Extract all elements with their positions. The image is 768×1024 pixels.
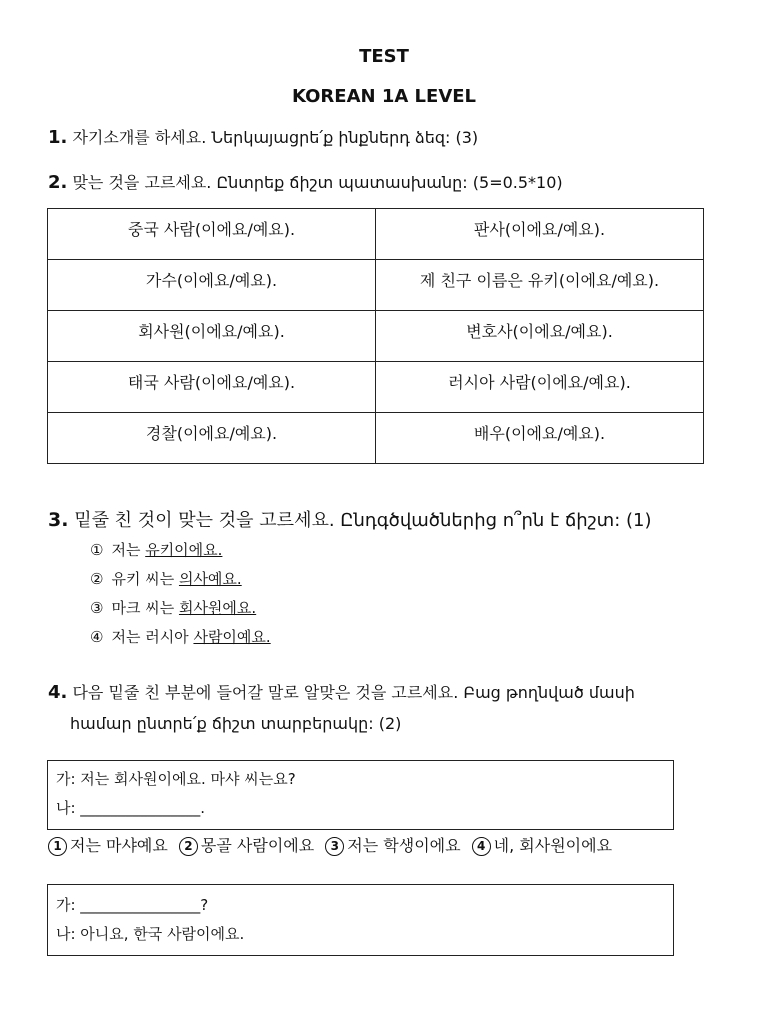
page-subtitle: KOREAN 1A LEVEL [291, 86, 477, 107]
choice-item [325, 836, 460, 855]
question-4-choices [48, 832, 618, 860]
option-underlined: 의사예요. [178, 570, 242, 588]
option-underlined: 유키이에요. [145, 541, 223, 559]
option-prefix: 유키 씨는 [111, 570, 179, 588]
table-row [48, 362, 704, 413]
choice-item [179, 836, 314, 855]
table-row [48, 209, 704, 260]
list-item [90, 623, 271, 652]
table-row [48, 260, 704, 311]
page-title: TEST [359, 46, 409, 67]
option-prefix: 저는 [111, 541, 146, 559]
table-cell: 제 친구 이름은 유키(이에요/예요). [376, 260, 704, 311]
choice-number: 2 [179, 837, 198, 856]
question-2 [48, 170, 563, 193]
choice-item [472, 836, 612, 855]
table-cell: 변호사(이에요/예요). [376, 311, 704, 362]
choice-number: 3 [325, 837, 344, 856]
choice-number: 4 [472, 837, 491, 856]
list-item [90, 536, 271, 565]
table-cell: 경찰(이에요/예요). [48, 413, 376, 464]
option-number: ④ [90, 628, 104, 646]
option-underlined: 회사원에요. [178, 599, 257, 617]
dialog-line: 가: ________________? [56, 896, 209, 914]
choice-text: 네, 회사원이에요 [493, 836, 613, 855]
table-cell: 회사원(이에요/예요). [48, 311, 376, 362]
table-row [48, 413, 704, 464]
option-prefix: 저는 러시아 [111, 628, 194, 646]
dialog-box-2 [47, 884, 674, 956]
question-3-number: 3. [48, 509, 69, 531]
choice-text: 몽골 사람이에요 [200, 836, 315, 855]
list-item [90, 594, 271, 623]
option-number: ① [90, 541, 104, 559]
question-1-text: 자기소개를 하세요. Ներկայացրե՛ք ինքներդ ձեզ: (3) [72, 128, 479, 147]
option-number: ③ [90, 599, 104, 617]
question-1 [48, 125, 478, 148]
table-cell: 판사(이에요/예요). [376, 209, 704, 260]
question-3-options [90, 536, 271, 652]
table-cell: 중국 사람(이에요/예요). [48, 209, 376, 260]
choice-text: 저는 마샤예요 [70, 836, 168, 855]
question-3 [48, 506, 652, 532]
choice-number: 1 [48, 837, 67, 856]
list-item [90, 565, 271, 594]
dialog-line: 나: ________________. [56, 799, 206, 817]
choice-item [48, 836, 168, 855]
question-2-table [47, 208, 704, 464]
dialog-line: 나: 아니요, 한국 사람이에요. [56, 925, 245, 943]
option-prefix: 마크 씨는 [111, 599, 179, 617]
table-cell: 태국 사람(이에요/예요). [48, 362, 376, 413]
dialog-box-1 [47, 760, 674, 830]
table-row [48, 311, 704, 362]
dialog-line: 가: 저는 회사원이에요. 마샤 씨는요? [56, 770, 296, 788]
question-4-number: 4. [48, 682, 68, 703]
question-2-text: 맞는 것을 고르세요. Ընտրեք ճիշտ պատասխանը: (5=0.5*10) [72, 173, 563, 192]
table-cell: 배우(이에요/예요). [376, 413, 704, 464]
question-1-number: 1. [48, 127, 68, 148]
option-number: ② [90, 570, 104, 588]
question-2-number: 2. [48, 172, 68, 193]
question-4-text-line-1: 다음 밑줄 친 부분에 들어갈 말로 알맞은 것을 고르세요. Բաց թողնված մասի [72, 683, 635, 702]
table-cell: 가수(이에요/예요). [48, 260, 376, 311]
question-3-text: 밑줄 친 것이 맞는 것을 고르세요. Ընդգծվածներից ո՞րն է ճիշտ: (1) [74, 510, 652, 531]
question-4-text-line-2: համար ընտրե՛ք ճիշտ տարբերակը: (2) [70, 714, 402, 733]
option-underlined: 사람이예요. [193, 628, 271, 646]
choice-text: 저는 학생이에요 [347, 836, 461, 855]
table-cell: 러시아 사람(이에요/예요). [376, 362, 704, 413]
question-4 [48, 677, 728, 739]
